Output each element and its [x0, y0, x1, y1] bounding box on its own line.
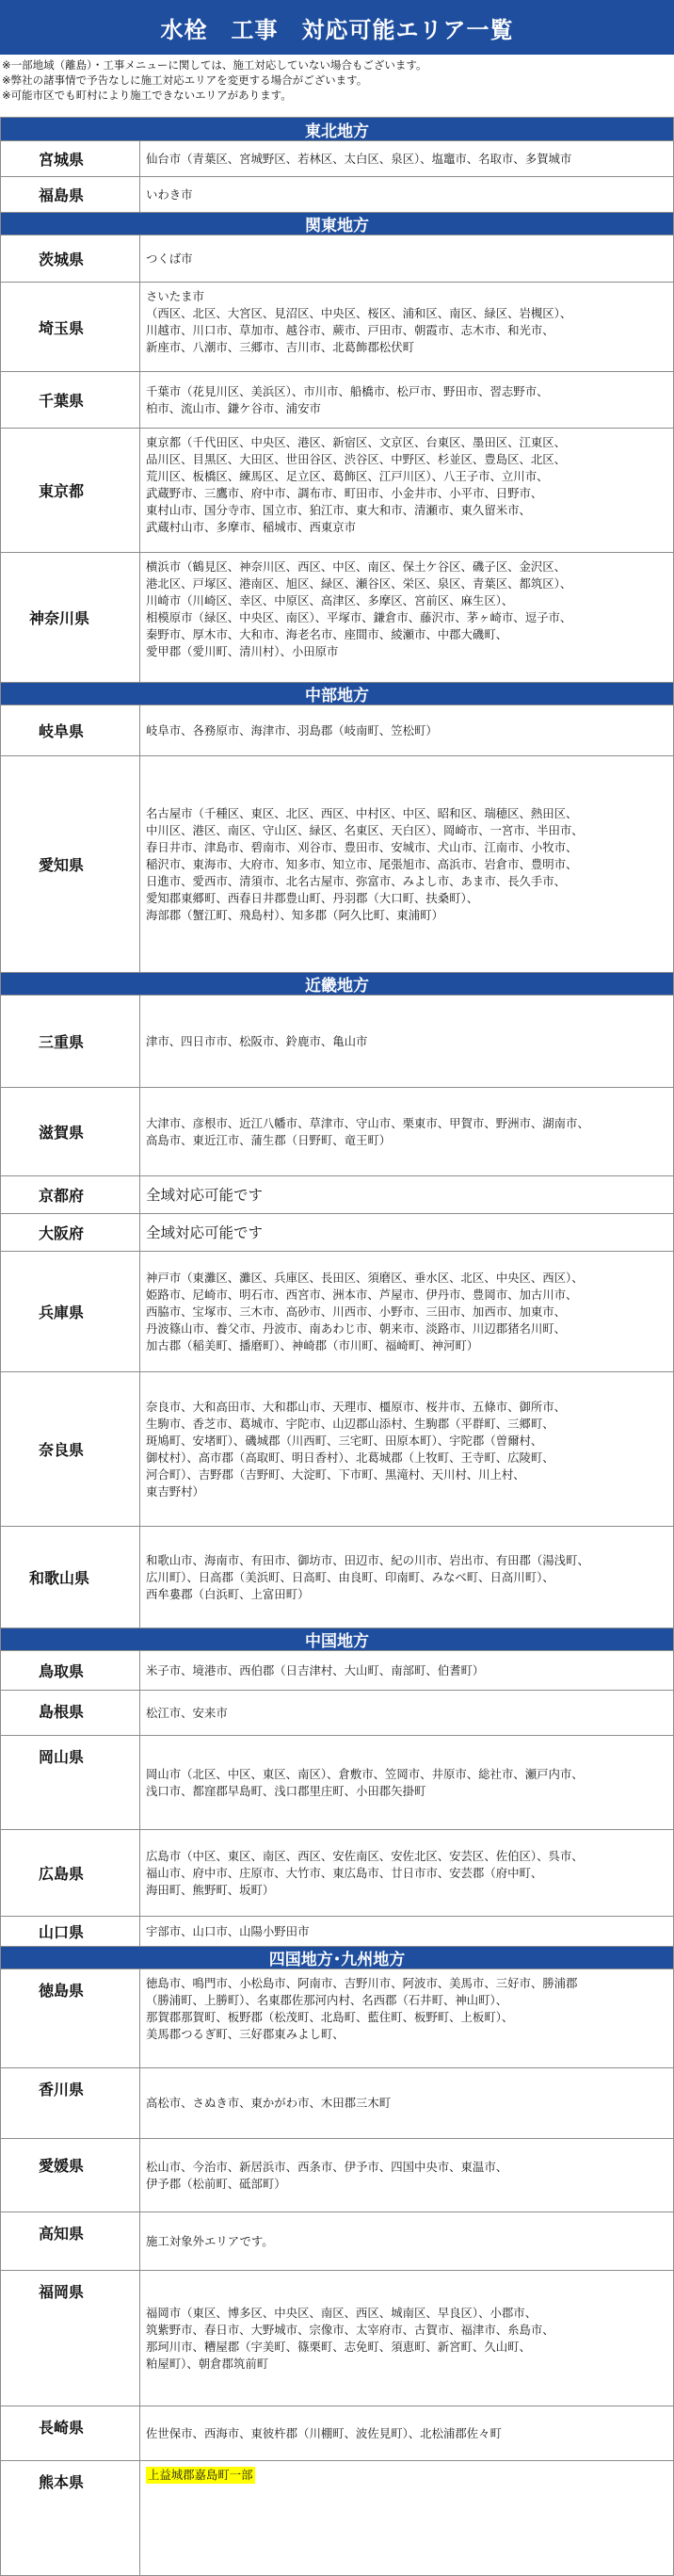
region-header-kanto: 関東地方: [1, 213, 673, 235]
table-row: [1, 2068, 673, 2139]
area-list: 施工対象外エリアです。: [146, 2233, 274, 2248]
area-list: 大津市、彦根市、近江八幡市、草津市、守山市、栗東市、甲賀市、野洲市、湖南市、 高島市、東近江市、蒲生郡（日野町、竜王町）: [146, 1115, 589, 1147]
table-row: [1, 141, 673, 177]
table-row: [1, 756, 673, 973]
table-row: [1, 283, 673, 372]
table-row: [1, 1088, 673, 1176]
table-row: [1, 2461, 673, 2575]
area-list: さいたま市 （西区、北区、大宮区、見沼区、中央区、桜区、浦和区、南区、緑区、岩槻区）、 川越市、川口市、草加市、越谷市、蕨市、戸田市、朝霞市、志木市、和光市、 新座市、八潮市、三郷市、吉川市、北葛飾郡松伏町: [146, 289, 572, 354]
region-header-kinki: 近畿地方: [1, 973, 673, 996]
area-list: 岡山市（北区、中区、東区、南区）、倉敷市、笠岡市、井原市、総社市、瀬戸内市、 浅口市、都窪郡早島町、浅口郡里庄町、小田郡矢掛町: [146, 1766, 584, 1798]
table-row: [1, 1691, 673, 1736]
prefecture-name: 宮城県: [1, 141, 140, 176]
prefecture-name: 徳島県: [1, 1969, 140, 2067]
area-list: 松山市、今治市、新居浜市、西条市、伊予市、四国中央市、東温市、 伊予郡（松前町、砥部町）: [146, 2159, 508, 2191]
prefecture-name: 愛知県: [1, 756, 140, 972]
table-row: [1, 1372, 673, 1527]
prefecture-name: 福島県: [1, 177, 140, 212]
table-row: [1, 2139, 673, 2212]
prefecture-name: 埼玉県: [1, 283, 140, 371]
area-list: 千葉市（花見川区、美浜区）、市川市、船橋市、松戸市、野田市、習志野市、 柏市、流山市、鎌ケ谷市、浦安市: [146, 383, 549, 415]
table-row: [1, 1969, 673, 2068]
prefecture-name: 福岡県: [1, 2271, 140, 2406]
prefecture-name: 山口県: [1, 1917, 140, 1946]
area-list: 広島市（中区、東区、南区、西区、安佐南区、安佐北区、安芸区、佐伯区）、呉市、 福山市、府中市、庄原市、大竹市、東広島市、廿日市市、安芸郡（府中町、 海田町、熊野町、坂町）: [146, 1848, 584, 1897]
prefecture-name: 和歌山県: [1, 1527, 140, 1628]
area-table: [0, 117, 674, 2576]
area-list: 福岡市（東区、博多区、中央区、南区、西区、城南区、早良区）、小郡市、 筑紫野市、春日市、大野城市、宗像市、太宰府市、古賀市、福津市、糸島市、 那珂川市、糟屋郡（宇美町、篠栗町、志免町、須恵町、新宮町、久山町、 粕屋町）、朝倉郡筑前町: [146, 2305, 554, 2371]
table-row: [1, 2406, 673, 2461]
prefecture-name: 兵庫県: [1, 1252, 140, 1371]
prefecture-name: 滋賀県: [1, 1088, 140, 1175]
prefecture-name: 岡山県: [1, 1736, 140, 1829]
note-line: ※弊社の諸事情で予告なしに施工対応エリアを変更する場合がございます。: [2, 73, 368, 87]
prefecture-name: 奈良県: [1, 1372, 140, 1526]
table-row: [1, 235, 673, 283]
prefecture-name: 広島県: [1, 1830, 140, 1916]
region-header-tohoku: 東北地方: [1, 118, 673, 141]
prefecture-name: 三重県: [1, 996, 140, 1087]
area-list: 名古屋市（千種区、東区、北区、西区、中村区、中区、昭和区、瑞穂区、熱田区、 中川区、港区、南区、守山区、緑区、名東区、天白区）、岡崎市、一宮市、半田市、 春日井市、津島市、碧南市、刈谷市、豊田市、安城市、犬山市、江南市、小牧市、 稲沢市、東海市、大府市、知多市、知立市、尾張旭市、高浜市、岩倉市、豊明市、 日進市、愛西市、清須市、北名古屋市、弥富市、みよし市、あま市、長久手市、 愛知郡東郷町、西春日井郡豊山町、丹羽郡（大口町、扶桑町）、 海部郡（蟹江町、飛島村）、知多郡（阿久比町、東浦町）: [146, 805, 584, 922]
area-list: 松江市、安来市: [146, 1705, 228, 1720]
region-header-chugoku: 中国地方: [1, 1628, 673, 1651]
area-list: 奈良市、大和高田市、大和郡山市、天理市、橿原市、桜井市、五條市、御所市、 生駒市、香芝市、葛城市、宇陀市、山辺郡山添村、生駒郡（平群町、三郷町、 斑鳩町、安堵町）、磯城郡（川西町、三宅町、田原本町）、宇陀郡（曽爾村、 御杖村）、高市郡（高取町、明日香村）、北葛城郡（上牧町、王寺町、広陵町、 河合町）、吉野郡（吉野町、大淀町、下市町、黒滝村、天川村、川上村、 東吉野村）: [146, 1399, 567, 1499]
area-list: 徳島市、鳴門市、小松島市、阿南市、吉野川市、阿波市、美馬市、三好市、勝浦郡 （勝浦町、上勝町）、名東郡佐那河内村、名西郡（石井町、神山町）、 那賀郡那賀町、板野郡（松茂町、北島町、藍住町、板野町、上板町）、 美馬郡つるぎ町、三好郡東みよし町、: [146, 1976, 578, 2041]
table-row: [1, 1651, 673, 1691]
area-list: 東京都（千代田区、中央区、港区、新宿区、文京区、台東区、墨田区、江東区、 品川区、目黒区、大田区、世田谷区、渋谷区、中野区、杉並区、豊島区、北区、 荒川区、板橋区、練馬区、足立区、葛飾区、江戸川区）、八王子市、立川市、 武蔵野市、三鷹市、府中市、調布市、町田市、小金井市、小平市、日野市、 東村山市、国分寺市、国立市、狛江市、東大和市、清瀬市、東久留米市、 武蔵村山市、多摩市、稲城市、西東京市: [146, 435, 567, 534]
prefecture-name: 千葉県: [1, 372, 140, 428]
prefecture-name: 神奈川県: [1, 553, 140, 682]
area-list: 和歌山市、海南市、有田市、御坊市、田辺市、紀の川市、岩出市、有田郡（湯浅町、 広川町）、日高郡（美浜町、日高町、由良町、印南町、みなべ町、日高川町）、 西牟婁郡（白浜町、上富田町）: [146, 1552, 589, 1601]
note-line: ※可能市区でも町村により施工できないエリアがあります。: [2, 89, 292, 102]
prefecture-name: 高知県: [1, 2212, 140, 2270]
table-row: [1, 429, 673, 553]
prefecture-name: 東京都: [1, 429, 140, 552]
prefecture-name: 茨城県: [1, 235, 140, 282]
prefecture-name: 鳥取県: [1, 1651, 140, 1690]
highlighted-area: 上益城郡嘉島町一部: [148, 2468, 253, 2482]
area-list: 全域対応可能です: [146, 1223, 264, 1241]
area-list: 宇部市、山口市、山陽小野田市: [146, 1923, 310, 1938]
notes: [2, 57, 672, 114]
area-list: 佐世保市、西海市、東彼杵郡（川棚町、波佐見町）、北松浦郡佐々町: [146, 2425, 502, 2440]
area-list: 津市、四日市市、松阪市、鈴鹿市、亀山市: [146, 1033, 368, 1048]
region-header-chubu: 中部地方: [1, 683, 673, 705]
table-row: [1, 372, 673, 429]
area-list: 岐阜市、各務原市、海津市、羽島郡（岐南町、笠松町）: [146, 722, 438, 737]
table-row: [1, 1917, 673, 1947]
table-row: [1, 705, 673, 756]
table-row: [1, 1252, 673, 1372]
area-list: [140, 2461, 673, 2575]
note-line: ※一部地域（離島）・工事メニューに関しては、施工対応していない場合もございます。: [2, 58, 427, 72]
area-list: つくば市: [146, 251, 193, 266]
prefecture-name: 香川県: [1, 2068, 140, 2138]
table-row: [1, 553, 673, 683]
area-list: 神戸市（東灘区、灘区、兵庫区、長田区、須磨区、垂水区、北区、中央区、西区）、 姫路市、尼崎市、明石市、西宮市、洲本市、芦屋市、伊丹市、豊岡市、加古川市、 西脇市、宝塚市、三木市、高砂市、川西市、小野市、三田市、加西市、加東市、 丹波篠山市、養父市、丹波市、南あわじ市、朝来市、淡路市、川辺郡猪名川町、 加古郡（稲美町、播磨町）、神崎郡（市川町、福崎町、神河町）: [146, 1270, 584, 1353]
table-row: [1, 996, 673, 1088]
table-row: [1, 2271, 673, 2406]
page-title: 水栓 工事 対応可能エリア一覧: [0, 0, 674, 55]
area-list: 横浜市（鶴見区、神奈川区、西区、中区、南区、保土ケ谷区、磯子区、金沢区、 港北区、戸塚区、港南区、旭区、緑区、瀬谷区、栄区、泉区、青葉区、都筑区）、 川崎市（川崎区、幸区、中原区、高津区、多摩区、宮前区、麻生区）、 相模原市（緑区、中央区、南区）、平塚市、鎌倉市、藤沢市、茅ヶ崎市、逗子市、 秦野市、厚木市、大和市、海老名市、座間市、綾瀬市、中郡大磯町、 愛甲郡（愛川町、清川村）、小田原市: [146, 559, 572, 658]
table-row: [1, 1176, 673, 1214]
table-row: [1, 177, 673, 213]
prefecture-name: 岐阜県: [1, 705, 140, 755]
area-list: 高松市、さぬき市、東かがわ市、木田郡三木町: [146, 2096, 392, 2110]
prefecture-name: 京都府: [1, 1176, 140, 1213]
table-row: [1, 1214, 673, 1252]
area-list: いわき市: [146, 186, 193, 202]
area-list: 仙台市（青葉区、宮城野区、若林区、太白区、泉区）、塩竈市、名取市、多賀城市: [146, 151, 572, 166]
table-row: [1, 1736, 673, 1830]
prefecture-name: 熊本県: [1, 2461, 140, 2575]
area-list: 米子市、境港市、西伯郡（日吉津村、大山町、南部町、伯耆町）: [146, 1662, 485, 1677]
prefecture-name: 島根県: [1, 1691, 140, 1735]
table-row: [1, 1830, 673, 1917]
prefecture-name: 愛媛県: [1, 2139, 140, 2211]
area-list: 全域対応可能です: [146, 1186, 264, 1204]
table-row: [1, 1527, 673, 1628]
prefecture-name: 大阪府: [1, 1214, 140, 1251]
region-header-shikoku-kyushu: 四国地方･九州地方: [1, 1947, 673, 1969]
prefecture-name: 長崎県: [1, 2406, 140, 2460]
table-row: [1, 2212, 673, 2271]
